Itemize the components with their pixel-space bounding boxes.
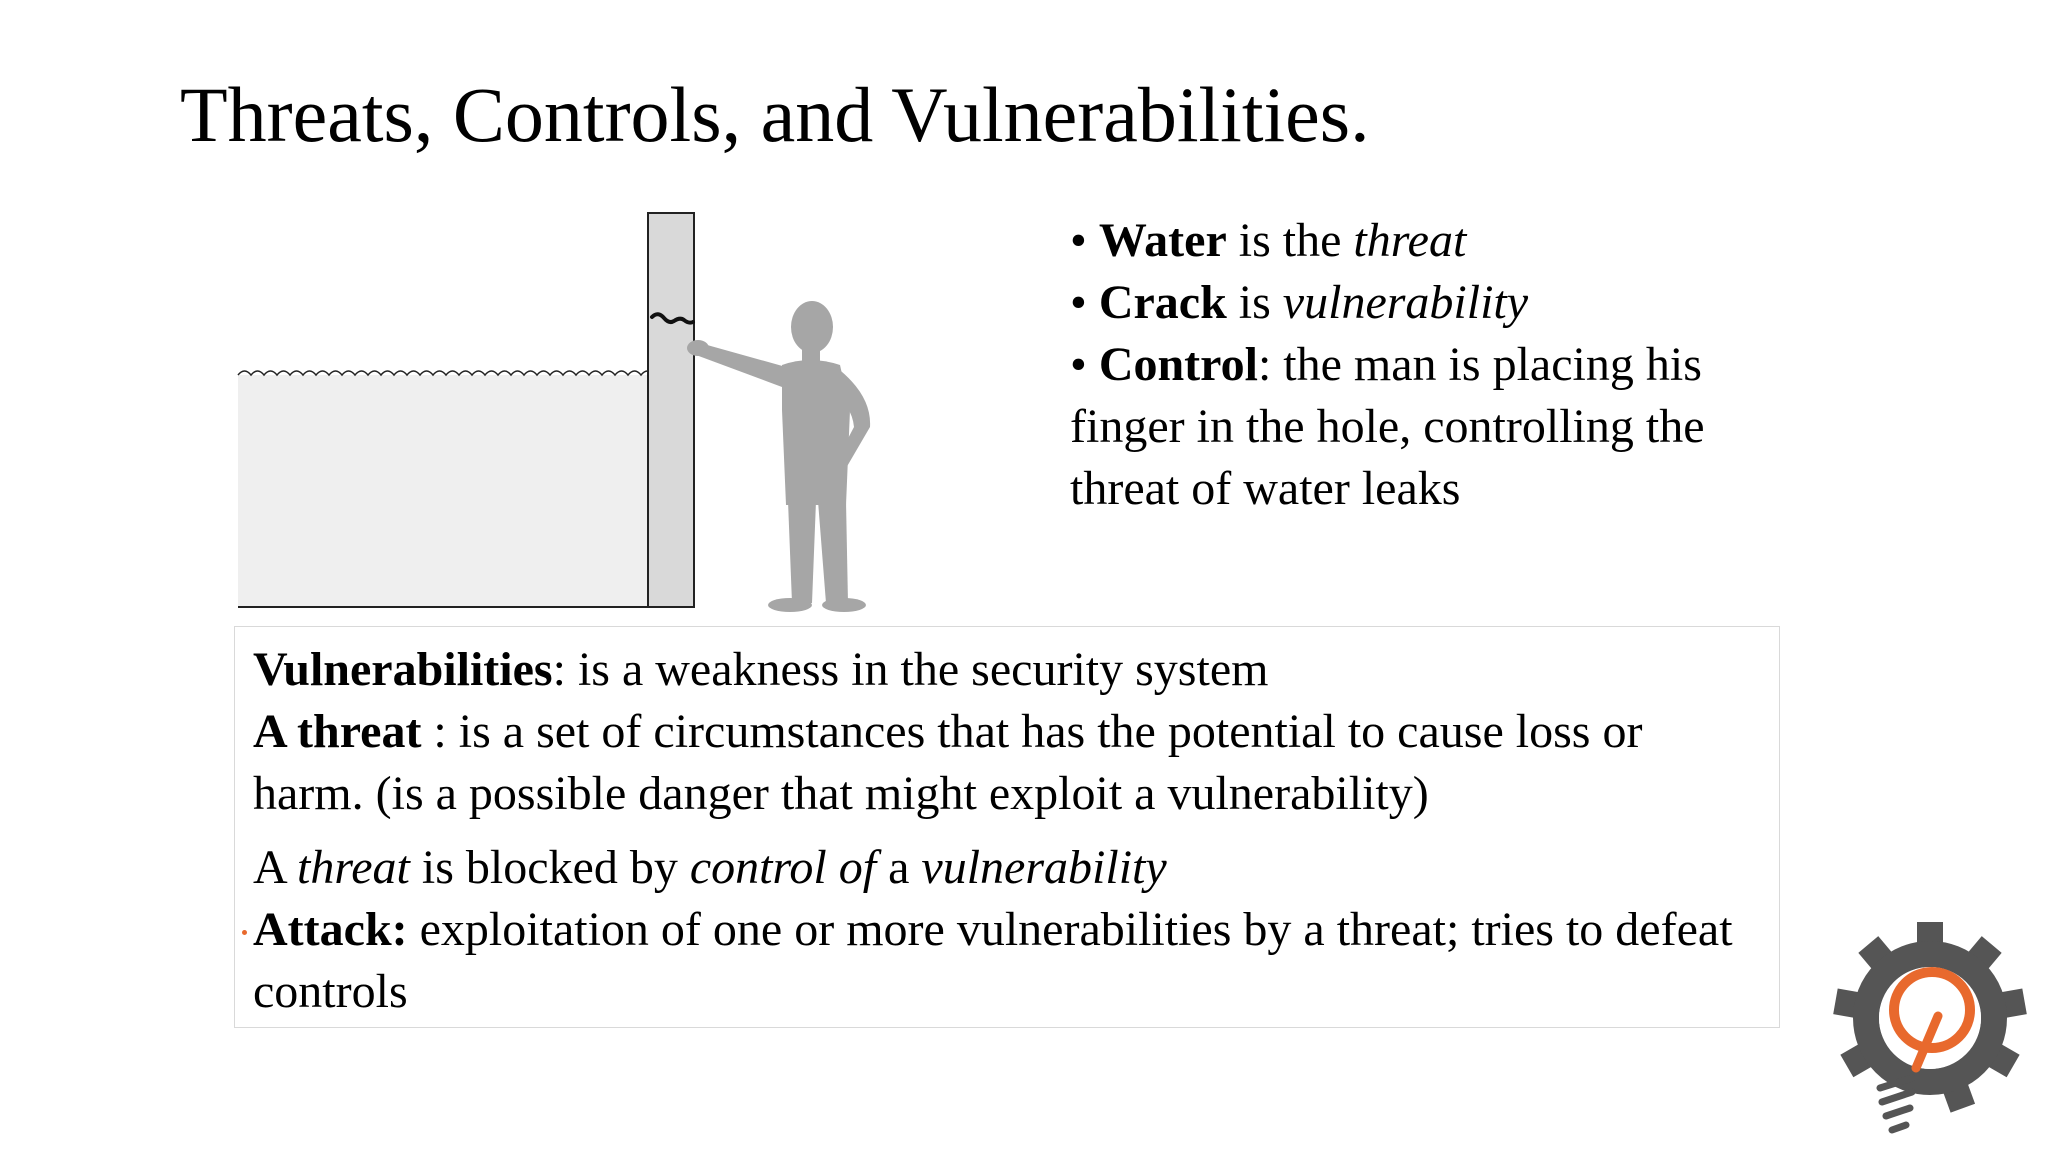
bullet-term: Water [1098, 214, 1227, 267]
bullet-char: • [1070, 214, 1087, 267]
bullet-char: • [1070, 338, 1087, 391]
bullet-value: threat [1353, 214, 1467, 267]
definition-text: : is a weakness in the security system [552, 643, 1269, 696]
bullet-char: • [1070, 276, 1087, 329]
water-surface [238, 371, 654, 375]
bullet-water: • Water is the threat [1070, 214, 1467, 267]
bullet-control [1070, 334, 1810, 520]
definition-text: : is a set of circumstances that has the potential to cause loss or harm. (is a possible danger that might exploit a vulnerability) [253, 705, 1643, 820]
man-silhouette [687, 301, 870, 612]
definition-term: Attack: [253, 903, 408, 956]
definition-blocked: A threat is blocked by control of a vulnerability [253, 841, 1167, 894]
dam-crack-man-illustration [230, 205, 890, 615]
definition-attack [253, 899, 1763, 1023]
definition-vulnerabilities [253, 639, 1763, 701]
water-body [238, 375, 648, 607]
orange-bullet-dot [242, 930, 247, 935]
definition-text: exploitation of one or more vulnerabilities by a threat; tries to defeat controls [253, 903, 1733, 1018]
definition-term: A threat [253, 705, 422, 758]
definition-threat [253, 701, 1763, 825]
bullet-crack: • Crack is vulnerability [1070, 276, 1529, 329]
bullet-text: : the man is placing his finger in the hole, controlling the threat of water leaks [1070, 338, 1705, 515]
bullet-list [1070, 210, 1810, 520]
definitions-box [234, 626, 1780, 1028]
bullet-term: Control [1098, 338, 1258, 391]
bullet-term: Crack [1098, 276, 1227, 329]
gear-lightbulb-icon [1820, 918, 2038, 1146]
dam-wall [648, 213, 694, 607]
bullet-value: vulnerability [1282, 276, 1529, 329]
definition-term: Vulnerabilities [253, 643, 553, 696]
slide-title: Threats, Controls, and Vulnerabilities. [180, 71, 1370, 158]
